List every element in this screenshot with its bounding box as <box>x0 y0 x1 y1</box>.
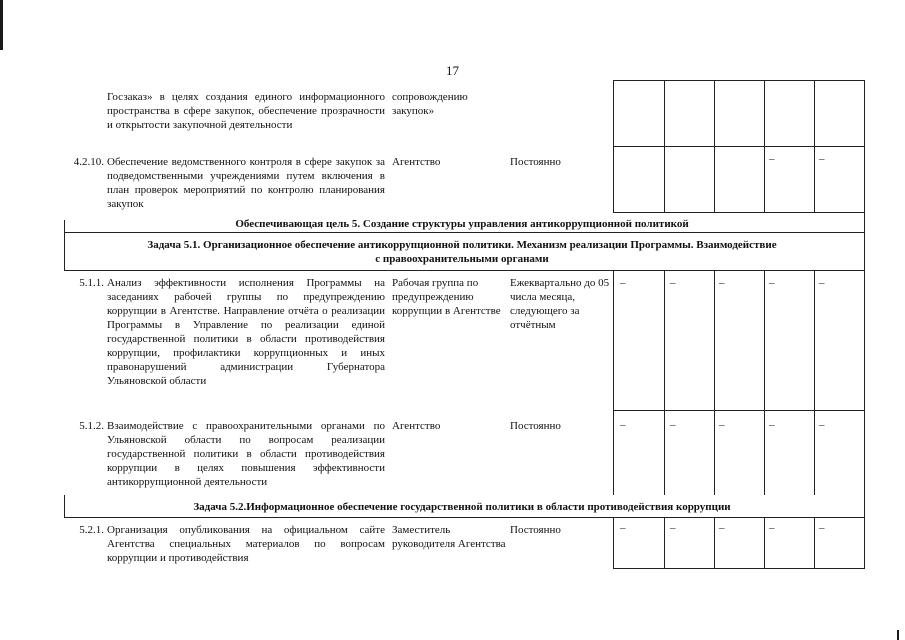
table-border <box>613 80 614 212</box>
scan-edge-mark <box>0 0 3 50</box>
row-description: Взаимодействие с правоохранительными органами по Ульяновской области по вопросам реализации государственной политики в области противодействия коррупции в целях повышения эффективности антикоррупционной деятельности <box>107 420 385 488</box>
table-border <box>764 517 765 568</box>
table-border <box>864 80 865 270</box>
row-code: 4.2.10. <box>73 156 104 168</box>
table-border <box>613 146 865 147</box>
table-border <box>613 80 865 81</box>
dash-cell: – <box>719 277 725 289</box>
dash-cell: – <box>670 522 676 534</box>
table-border <box>764 270 765 495</box>
row-term: Постоянно <box>510 420 561 432</box>
table-border <box>613 270 614 495</box>
row-description: Организация опубликования на официальном сайте Агентства специальных материалов по вопросам коррупции и противодействия <box>107 524 385 564</box>
table-border <box>613 212 865 213</box>
task-heading-line: Задача 5.1. Организационное обеспечение антикоррупционной политики. Механизм реализации Программы. Взаимодействие <box>147 239 777 251</box>
row-code: 5.2.1. <box>79 524 104 536</box>
table-border <box>864 517 865 568</box>
dash-cell: – <box>769 419 775 431</box>
table-border <box>714 80 715 212</box>
task-heading: Задача 5.2.Информационное обеспечение государственной политики в области противодействия коррупции <box>193 501 731 513</box>
row-responsible: Заместитель руководителя Агентства <box>392 524 506 550</box>
table-border <box>814 80 815 212</box>
table-border <box>64 220 65 270</box>
dash-cell: – <box>620 522 626 534</box>
dash-cell: – <box>719 419 725 431</box>
table-border <box>714 270 715 495</box>
table-border <box>64 495 65 517</box>
table-border <box>664 270 665 495</box>
dash-cell: – <box>769 522 775 534</box>
row-code: 5.1.2. <box>79 420 104 432</box>
table-border <box>613 517 614 568</box>
table-border <box>64 517 864 518</box>
table-border <box>64 232 864 233</box>
row-term: Ежеквартально до 05 числа месяца, следующего за отчётным <box>510 277 610 331</box>
dash-cell: – <box>719 522 725 534</box>
table-border <box>864 270 865 517</box>
row-responsible: Рабочая группа по предупреждению коррупции в Агентстве <box>392 277 501 317</box>
dash-cell: – <box>769 153 775 165</box>
table-border <box>664 517 665 568</box>
row-description: Госзаказ» в целях создания единого информационного пространства в сфере закупок, обеспечение прозрачности и открытости закупочной деятельности <box>107 91 385 131</box>
table-border <box>664 80 665 212</box>
dash-cell: – <box>819 153 825 165</box>
row-responsible: Агентство <box>392 156 441 168</box>
table-border <box>814 270 815 495</box>
table-border <box>613 410 865 411</box>
dash-cell: – <box>819 277 825 289</box>
table-border <box>714 517 715 568</box>
dash-cell: – <box>769 277 775 289</box>
row-term: Постоянно <box>510 524 561 536</box>
dash-cell: – <box>620 419 626 431</box>
scan-edge-mark <box>897 630 899 640</box>
table-border <box>613 568 865 569</box>
row-responsible: сопровождению закупок» <box>392 91 468 117</box>
table-border <box>814 517 815 568</box>
task-heading <box>62 238 862 266</box>
task-heading-line: с правоохранительными органами <box>375 253 549 265</box>
table-border <box>764 80 765 212</box>
dash-cell: – <box>819 419 825 431</box>
goal-heading: Обеспечивающая цель 5. Создание структуры управления антикоррупционной политикой <box>235 218 689 230</box>
row-responsible: Агентство <box>392 420 441 432</box>
dash-cell: – <box>819 522 825 534</box>
row-description: Обеспечение ведомственного контроля в сфере закупок за подведомственными учреждениями путем включения в план проверок мероприятий по контролю планирования закупок <box>107 156 385 210</box>
dash-cell: – <box>670 419 676 431</box>
page-number: 17 <box>446 63 459 78</box>
row-code: 5.1.1. <box>79 277 104 289</box>
dash-cell: – <box>620 277 626 289</box>
row-description: Анализ эффективности исполнения Программы на заседаниях рабочей группы по предупреждению коррупции в Агентстве. Направление отчёта о реализации Программы в Управление по реализации единой государственной политики в области противодействия коррупции, профилактики коррупционных и иных правонарушений администрации Губернатора Ульяновской области <box>107 277 385 387</box>
table-border <box>64 270 864 271</box>
dash-cell: – <box>670 277 676 289</box>
row-term: Постоянно <box>510 156 561 168</box>
